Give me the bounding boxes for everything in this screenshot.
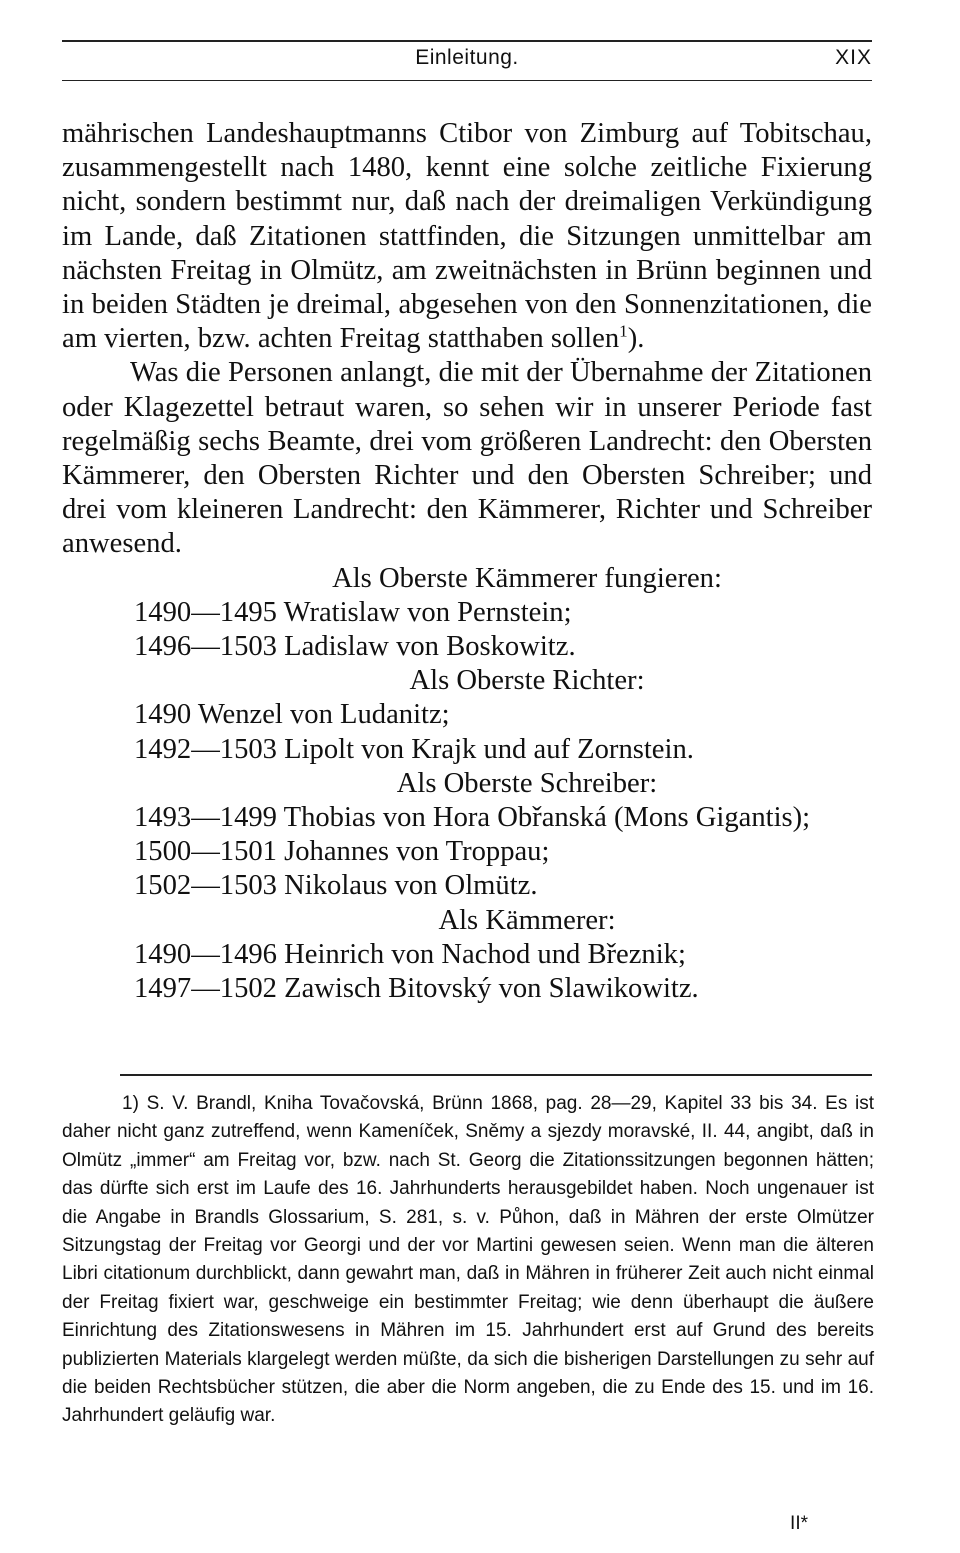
official-name: Heinrich von Nachod und Březnik; bbox=[284, 938, 686, 970]
official-years: 1493—1499 bbox=[134, 802, 277, 834]
official-years: 1496—1503 bbox=[134, 631, 277, 663]
header-bottom-rule bbox=[62, 80, 872, 81]
officials-group-heading: Als Oberste Richter: bbox=[409, 665, 645, 697]
header-top-rule bbox=[62, 40, 872, 42]
main-text bbox=[62, 117, 872, 1006]
official-entry bbox=[62, 972, 872, 1006]
footnote-body bbox=[62, 1090, 874, 1431]
official-name: Wenzel von Ludanitz; bbox=[197, 699, 450, 731]
official-entry bbox=[62, 938, 872, 972]
paragraph-1-tail: ). bbox=[627, 323, 645, 355]
official-name: Zawisch Bitovský von Slawikowitz. bbox=[284, 973, 699, 1005]
footnote-reference: 1 bbox=[619, 321, 628, 341]
official-name: Lipolt von Krajk und auf Zornstein. bbox=[284, 733, 694, 765]
official-entry bbox=[62, 733, 872, 767]
paragraph-2: Was die Personen anlangt, die mit der Übernahme der Zitationen oder Klagezettel betraut waren, so sehen wir in unserer Periode fast regelmäßig sechs Beamte, drei vom größeren Landrecht: den Obersten Kämmerer, den Obersten Richter und den Obersten Schreiber; und drei vom kleineren Landrecht: den Kämmerer, Richter und Schreiber anwesend. bbox=[62, 357, 872, 560]
official-entry bbox=[62, 630, 872, 664]
official-name: Thobias von Hora Obřanská (Mons Gigantis); bbox=[283, 802, 811, 834]
official-years: 1497—1502 bbox=[134, 973, 277, 1005]
footnote-rule bbox=[120, 1074, 872, 1076]
footnote bbox=[62, 1090, 874, 1431]
official-entry bbox=[62, 835, 872, 869]
paragraph-1 bbox=[62, 117, 872, 356]
signature-mark: II* bbox=[790, 1513, 808, 1534]
page-number: XIX bbox=[835, 46, 872, 69]
official-entry bbox=[62, 596, 872, 630]
official-years: 1500—1501 bbox=[134, 836, 277, 868]
officials-group-heading: Als Oberste Kämmerer fungieren: bbox=[332, 562, 722, 594]
official-years: 1490—1495 bbox=[134, 596, 277, 628]
official-name: Johannes von Troppau; bbox=[284, 836, 550, 868]
official-years: 1492—1503 bbox=[134, 733, 277, 765]
official-entry bbox=[62, 801, 872, 835]
officials-group-heading: Als Oberste Schreiber: bbox=[396, 767, 658, 799]
official-years: 1502—1503 bbox=[134, 870, 277, 902]
officials-list bbox=[62, 562, 872, 1007]
official-name: Wratislaw von Pernstein; bbox=[283, 596, 572, 628]
official-entry bbox=[62, 698, 872, 732]
paragraph-1-text: mährischen Landeshauptmanns Ctibor von Zimburg auf Tobitschau, zusammengestellt nach 1480, kennt eine solche zeitliche Fixierung nicht, sondern bestimmt nur, daß nach der dreimaligen Verkündigung im Lande, daß Zitationen stattfinden, die Sitzungen unmittelbar am nächsten Freitag in Olmütz, am zweitnächsten in Brünn beginnen und in beiden Städten je dreimal, abgesehen von den Sonnenzitationen, die am vierten, bzw. achten Freitag statthaben sollen bbox=[62, 118, 872, 355]
official-name: Nikolaus von Olmütz. bbox=[284, 870, 538, 902]
running-title: Einleitung. bbox=[415, 46, 519, 69]
official-years: 1490—1496 bbox=[134, 938, 277, 970]
official-entry bbox=[62, 869, 872, 903]
footnote-marker: 1) bbox=[122, 1093, 139, 1114]
footnote-text: S. V. Brandl, Kniha Tovačovská, Brünn 1868, pag. 28—29, Kapitel 33 bis 34. Es ist daher nicht ganz zutreffend, wenn Kameníček, Sněmy a sjezdy moravské, II. 44, angibt, daß in Olmütz „immer“ am Freitag vor, bzw. nach St. Georg die Zitationssitzungen begonnen hätten; das dürfte sich erst im Laufe des 16. Jahrhunderts herausgebildet haben. Noch ungenauer ist die Angabe in Brandls Glossarium, S. 281, s. v. Půhon, daß in Mähren der erste Olmützer Sitzungstag der Freitag vor Georgi und der vor Martini gewesen seien. Wenn man die älteren Libri citationum durchblickt, dann gewahrt man, daß in Mähren in früherer Zeit auch nicht einmal der Freitag fixiert war, geschweige ein bestimmter Freitag; wie denn überhaupt die äußere Einrichtung des Zitationswesens in Mähren im 15. Jahrhundert erst auf Grund des bereits publizierten Materials klargelegt werden müßte, da sich die bisherigen Darstellungen zu sehr auf die beiden Rechtsbücher stützen, die aber die Norm angeben, die zu Ende des 15. und im 16. Jahrhundert geläufig war. bbox=[62, 1093, 874, 1427]
official-name: Ladislaw von Boskowitz. bbox=[284, 631, 576, 663]
officials-group-heading: Als Kämmerer: bbox=[438, 904, 616, 936]
official-years: 1490 bbox=[134, 699, 192, 731]
